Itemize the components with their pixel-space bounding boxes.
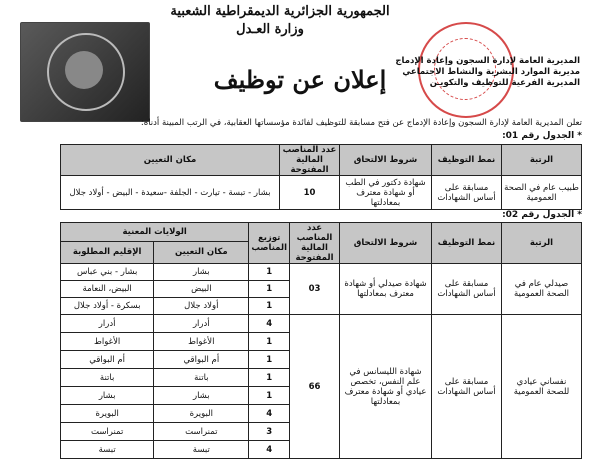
col-conditions: شروط الالتحاق	[340, 223, 432, 264]
cell-region: البيض، النعامة	[61, 281, 154, 298]
cell-region: بشار - بني عباس	[61, 264, 154, 281]
cell-place: باتنة	[154, 369, 249, 387]
cell-place: الأغواط	[154, 333, 249, 351]
cell-distribution: 1	[249, 264, 290, 281]
cell-distribution: 1	[249, 333, 290, 351]
col-distribution: توزيع المناصب	[249, 223, 290, 264]
directorate-line: المديرية الفرعية للتوظيف والتكويـن	[429, 78, 580, 88]
table-row	[61, 315, 582, 333]
table1-label: * الجدول رقم 01:	[502, 131, 582, 141]
cell-region: تمنراست	[61, 423, 154, 441]
cell-place: أم البواقي	[154, 351, 249, 369]
cell-distribution: 3	[249, 423, 290, 441]
cell-distribution: 4	[249, 405, 290, 423]
cell-rank: طبيب عام في الصحة العمومية	[502, 176, 582, 210]
col-rank: الرتبة	[502, 223, 582, 264]
col-region: الإقليم المطلوبة	[61, 241, 154, 263]
cell-mode: مسابقة على أساس الشهادات	[432, 176, 502, 210]
cell-place: أدرار	[154, 315, 249, 333]
directorate-line: مديرية الموارد البشرية والنشاط الاجتماعي	[402, 67, 580, 77]
announcement-title: إعلان عن توظيف	[213, 65, 387, 94]
cell-count: 03	[290, 264, 340, 315]
cell-distribution: 1	[249, 281, 290, 298]
table2-label: * الجدول رقم 02:	[502, 210, 582, 220]
cell-conditions: شهادة دكتور في الطب أو شهادة معترف بمعادلتها	[340, 176, 432, 210]
cell-region: أدرار	[61, 315, 154, 333]
table-01	[60, 144, 582, 210]
col-count: عدد المناصب المالية المفتوحة	[290, 223, 340, 264]
cell-region: باتنة	[61, 369, 154, 387]
cell-distribution: 1	[249, 369, 290, 387]
intro-text: تعلن المديرية العامة لإدارة السجون وإعادة الإدماج عن فتح مسابقة للتوظيف لفائدة مؤسساتها العقابية، في الرتب المبينة أدناه:	[140, 118, 582, 128]
col-mode: نمط التوظيف	[432, 223, 502, 264]
cell-region: الأغواط	[61, 333, 154, 351]
cell-place: أولاد جلال	[154, 298, 249, 315]
cell-distribution: 4	[249, 441, 290, 459]
prison-administration-logo	[20, 22, 150, 122]
cell-rank: صيدلي عام في الصحة العمومية	[502, 264, 582, 315]
cell-conditions: شهادة الليسانس في علم النفس، تخصص عيادي أو شهادة معترف بمعادلتها	[340, 315, 432, 459]
cell-region: تبسة	[61, 441, 154, 459]
cell-conditions: شهادة صيدلي أو شهادة معترف بمعادلتها	[340, 264, 432, 315]
col-place: مكان التعيين	[154, 241, 249, 263]
col-conditions: شروط الالتحاق	[340, 145, 432, 176]
table-row	[61, 264, 582, 281]
table-02	[60, 222, 582, 459]
cell-place: بشار	[154, 264, 249, 281]
cell-distribution: 4	[249, 315, 290, 333]
directorate-line: المديرية العامة لإدارة السجون وإعادة الإدماج	[395, 56, 580, 66]
table-row	[61, 176, 582, 210]
col-place: مكان التعيين	[61, 145, 280, 176]
cell-place: تمنراست	[154, 423, 249, 441]
cell-region: بسكرة - أولاد جلال	[61, 298, 154, 315]
cell-mode: مسابقة على أساس الشهادات	[432, 264, 502, 315]
cell-count: 66	[290, 315, 340, 459]
republic-title: الجمهورية الجزائرية الديمقراطية الشعبية	[170, 4, 390, 19]
cell-distribution: 1	[249, 351, 290, 369]
col-mode: نمط التوظيف	[432, 145, 502, 176]
ministry-title: وزارة العـدل	[236, 22, 304, 37]
cell-place: بشار - تبسة - تيارت - الجلفة -سعيدة - البيض - أولاد جلال	[61, 176, 280, 210]
col-count: عدد المناصب المالية المفتوحة	[280, 145, 340, 176]
cell-place: تبسة	[154, 441, 249, 459]
cell-place: البيض	[154, 281, 249, 298]
col-rank: الرتبة	[502, 145, 582, 176]
cell-distribution: 1	[249, 298, 290, 315]
cell-rank: نفساني عيادي للصحة العمومية	[502, 315, 582, 459]
cell-count: 10	[280, 176, 340, 210]
col-wilayas: الولايات المعنية	[61, 223, 249, 242]
cell-place: بشار	[154, 387, 249, 405]
cell-place: البويرة	[154, 405, 249, 423]
cell-region: البويرة	[61, 405, 154, 423]
cell-mode: مسابقة على أساس الشهادات	[432, 315, 502, 459]
cell-distribution: 1	[249, 387, 290, 405]
cell-region: بشار	[61, 387, 154, 405]
cell-region: أم البواقي	[61, 351, 154, 369]
